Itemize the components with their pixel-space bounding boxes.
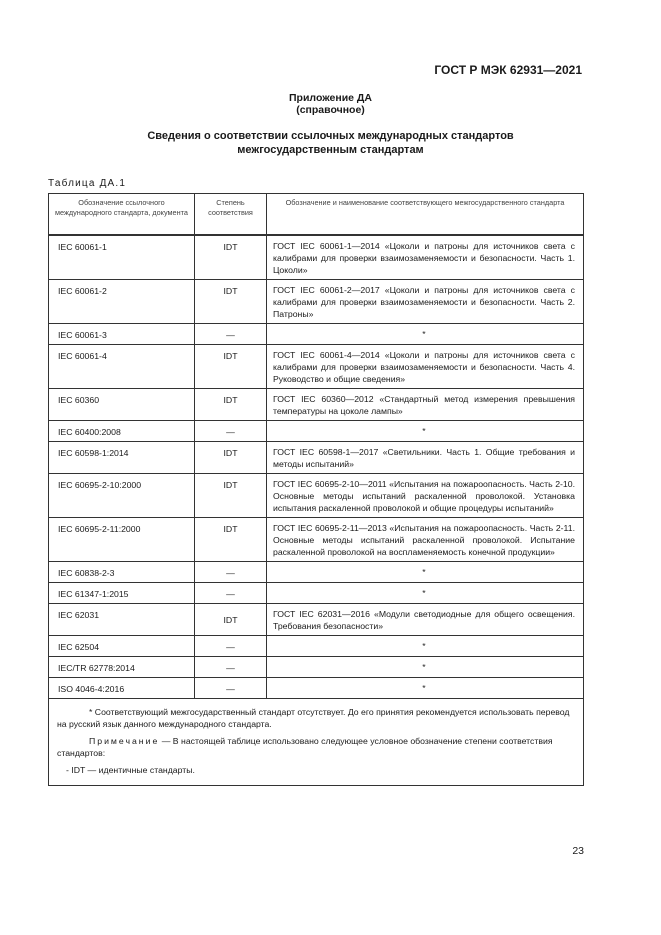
table-row xyxy=(49,344,584,388)
cell-name: * xyxy=(267,420,584,441)
table-row xyxy=(49,635,584,656)
cell-degree: — xyxy=(195,561,267,582)
cell-name: * xyxy=(267,656,584,677)
cell-degree: IDT xyxy=(195,517,267,561)
note-text: — В настоящей таблице использовано следующее условное обозначение степени соответствия стандартов: xyxy=(57,735,553,758)
cell-ref: ISO 4046-4:2016 xyxy=(49,677,195,698)
correspondence-table xyxy=(48,193,584,786)
title-line-2: межгосударственным стандартам xyxy=(237,144,424,156)
table-body xyxy=(49,235,584,699)
cell-degree: IDT xyxy=(195,344,267,388)
cell-name: * xyxy=(267,635,584,656)
cell-name: ГОСТ IEC 60061-1—2014 «Цоколи и патроны для источников света с калибрами для проверки взаимозаменяемости и безопасности. Часть 1. Цоколи» xyxy=(267,235,584,280)
cell-degree: — xyxy=(195,635,267,656)
cell-name: ГОСТ IEC 60598-1—2017 «Светильники. Часть 1. Общие требования и методы испытаний» xyxy=(267,441,584,473)
cell-ref: IEC 60061-4 xyxy=(49,344,195,388)
cell-ref: IEC 62031 xyxy=(49,603,195,635)
col-header-name: Обозначение и наименование соответствующего межгосударственного стандарта xyxy=(267,194,584,235)
cell-degree: — xyxy=(195,582,267,603)
table-row xyxy=(49,561,584,582)
cell-name: ГОСТ IEC 60695-2-11—2013 «Испытания на пожароопасность. Часть 2-11. Основные методы испытаний раскаленной проволокой. Испытание раскаленной проволокой на воспламеняемость конечной продукции» xyxy=(267,517,584,561)
cell-ref: IEC 60061-2 xyxy=(49,279,195,323)
table-row xyxy=(49,388,584,420)
table-row xyxy=(49,656,584,677)
standard-designation: ГОСТ Р МЭК 62931—2021 xyxy=(434,63,582,77)
cell-ref: IEC/TR 62778:2014 xyxy=(49,656,195,677)
table-row xyxy=(49,279,584,323)
cell-ref: IEC 60598-1:2014 xyxy=(49,441,195,473)
footnote: * Соответствующий межгосударственный стандарт отсутствует. До его принятия рекомендуется использовать перевод на русский язык данного международного стандарта. xyxy=(57,706,570,729)
cell-degree: — xyxy=(195,677,267,698)
table-row xyxy=(49,420,584,441)
cell-ref: IEC 60061-3 xyxy=(49,323,195,344)
cell-degree: IDT xyxy=(195,279,267,323)
cell-ref: IEC 60400:2008 xyxy=(49,420,195,441)
cell-degree: IDT xyxy=(195,603,267,635)
cell-name: * xyxy=(267,323,584,344)
cell-name: ГОСТ IEC 60695-2-10—2011 «Испытания на пожароопасность. Часть 2-10. Основные методы испытаний раскаленной проволокой. Установка испытания раскаленной проволокой и общие процедуры испытаний» xyxy=(267,473,584,517)
title-line-1: Сведения о соответствии ссылочных международных стандартов xyxy=(147,130,514,142)
cell-ref: IEC 60695-2-11:2000 xyxy=(49,517,195,561)
cell-ref: IEC 60838-2-3 xyxy=(49,561,195,582)
table-row xyxy=(49,473,584,517)
cell-name: * xyxy=(267,561,584,582)
cell-name: * xyxy=(267,677,584,698)
appendix-subtitle: (справочное) xyxy=(296,104,365,116)
cell-degree: IDT xyxy=(195,441,267,473)
table-row xyxy=(49,603,584,635)
table-header-row xyxy=(49,194,584,235)
note-item: - IDT — идентичные стандарты. xyxy=(66,764,195,775)
cell-name: * xyxy=(267,582,584,603)
cell-ref: IEC 62504 xyxy=(49,635,195,656)
cell-degree: IDT xyxy=(195,388,267,420)
table-row xyxy=(49,235,584,280)
document-title xyxy=(0,129,661,157)
table-row xyxy=(49,323,584,344)
cell-ref: IEC 60061-1 xyxy=(49,235,195,280)
cell-degree: — xyxy=(195,323,267,344)
appendix-title: Приложение ДА xyxy=(289,92,372,104)
page-number: 23 xyxy=(572,845,584,857)
cell-name: ГОСТ IEC 60360—2012 «Стандартный метод измерения превышения температуры на цоколе лампы» xyxy=(267,388,584,420)
cell-name: ГОСТ IEC 60061-4—2014 «Цоколи и патроны для источников света с калибрами для проверки взаимозаменяемости и безопасности. Часть 4. Руководство и общие сведения» xyxy=(267,344,584,388)
table-label: Таблица ДА.1 xyxy=(48,178,127,189)
col-header-ref: Обозначение ссылочного международного стандарта, документа xyxy=(49,194,195,235)
col-header-degree: Степень соответствия xyxy=(195,194,267,235)
cell-degree: IDT xyxy=(195,473,267,517)
cell-name: ГОСТ IEC 60061-2—2017 «Цоколи и патроны для источников света с калибрами для проверки взаимозаменяемости и безопасности. Часть 2. Патроны» xyxy=(267,279,584,323)
note xyxy=(57,735,575,759)
cell-name: ГОСТ IEC 62031—2016 «Модули светодиодные для общего освещения. Требования безопасности» xyxy=(267,603,584,635)
table-footer-row xyxy=(49,698,584,785)
table-row xyxy=(49,677,584,698)
cell-degree: — xyxy=(195,420,267,441)
appendix-heading xyxy=(0,92,661,116)
table-row xyxy=(49,441,584,473)
note-label: Примечание xyxy=(89,735,160,746)
cell-degree: — xyxy=(195,656,267,677)
cell-ref: IEC 60695-2-10:2000 xyxy=(49,473,195,517)
cell-degree: IDT xyxy=(195,235,267,280)
table-footer xyxy=(49,698,584,785)
cell-ref: IEC 61347-1:2015 xyxy=(49,582,195,603)
table-row xyxy=(49,582,584,603)
table-row xyxy=(49,517,584,561)
cell-ref: IEC 60360 xyxy=(49,388,195,420)
